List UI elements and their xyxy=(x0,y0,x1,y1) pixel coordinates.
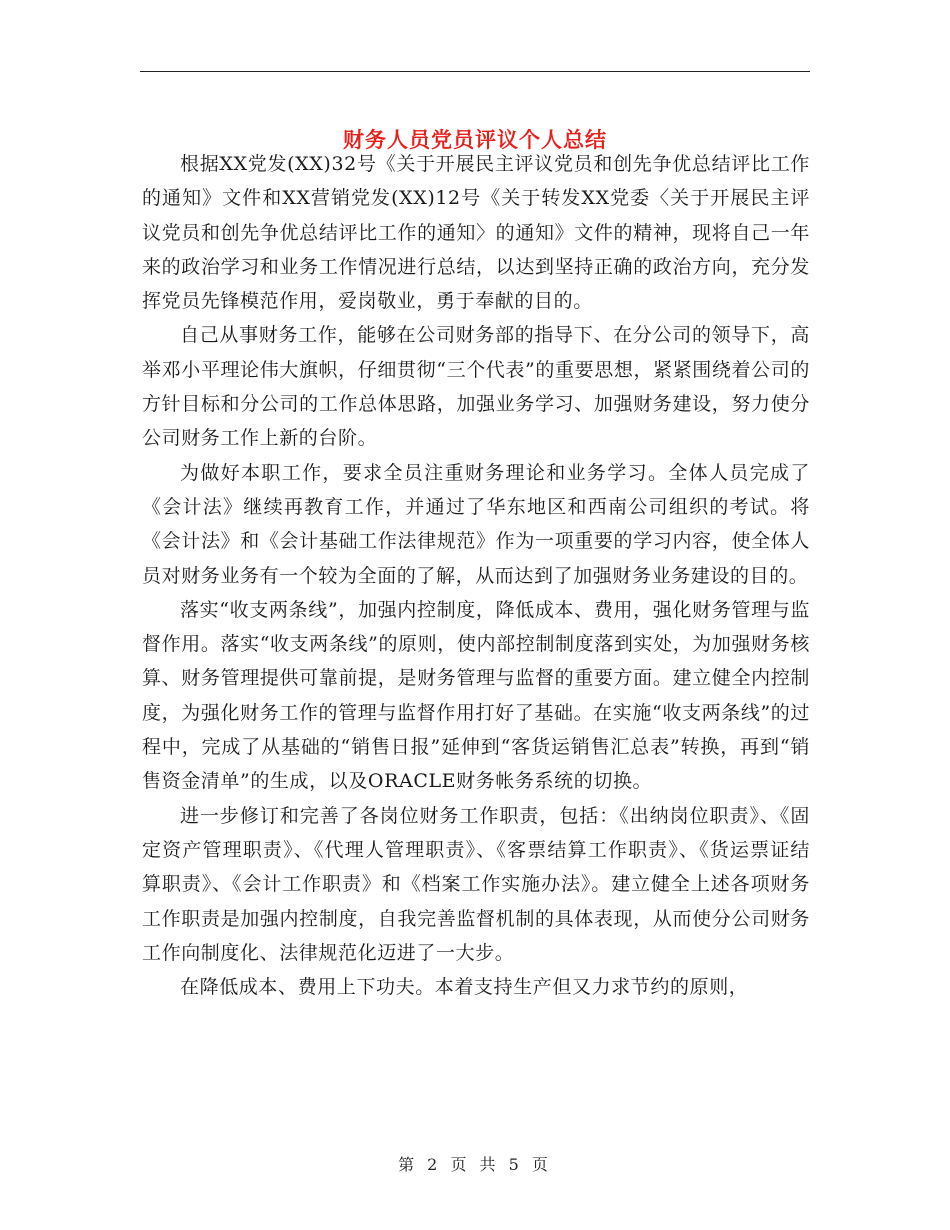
paragraph: 在降低成本、费用上下功夫。本着支持生产但又力求节约的原则， xyxy=(180,976,749,999)
paragraph: 落实“收支两条线”，加强内控制度，降低成本、费用，强化财务管理与监督作用。落实“收支两条线”的原则，使内部控制制度落到实处，为加强财务核算、财务管理提供可靠前提，是财务管理与监督的重要方面。建立健全内控制度，为强化财务工作的管理与监督作用打好了基础。在实施“收支两条线”的过程中，完成了从基础的“销售日报”延伸到“客货运销售汇总表”转换，再到“销售资金清单”的生成，以及ORACLE财务帐务系统的切换。 xyxy=(142,598,810,793)
document-body xyxy=(142,147,810,1004)
paragraph: 根据XX党发(XX)32号《关于开展民主评议党员和创先争优总结评比工作的通知》文件和XX营销党发(XX)12号《关于转发XX党委〈关于开展民主评议党员和创先争优总结评比工作的通知〉的通知》文件的精神，现将自己一年来的政治学习和业务工作情况进行总结，以达到坚持正确的政治方向，充分发挥党员先锋模范作用，爱岗敬业，勇于奉献的目的。 xyxy=(142,153,810,313)
page-number: 第 2 页 共 5 页 xyxy=(398,1155,552,1174)
header-rule xyxy=(140,71,810,72)
paragraph: 为做好本职工作，要求全员注重财务理论和业务学习。全体人员完成了《会计法》继续再教育工作，并通过了华东地区和西南公司组织的考试。将《会计法》和《会计基础工作法律规范》作为一项重要的学习内容，使全体人员对财务业务有一个较为全面的了解，从而达到了加强财务业务建设的目的。 xyxy=(142,461,810,587)
paragraph: 进一步修订和完善了各岗位财务工作职责，包括：《出纳岗位职责》、《固定资产管理职责》、《代理人管理职责》、《客票结算工作职责》、《货运票证结算职责》、《会计工作职责》和《档案工作实施办法》。建立健全上述各项财务工作职责是加强内控制度，自我完善监督机制的具体表现，从而使分公司财务工作向制度化、法律规范化迈进了一大步。 xyxy=(142,804,810,964)
paragraph: 自己从事财务工作，能够在公司财务部的指导下、在分公司的领导下，高举邓小平理论伟大旗帜，仔细贯彻“三个代表”的重要思想，紧紧围绕着公司的方针目标和分公司的工作总体思路，加强业务学习、加强财务建设，努力使分公司财务工作上新的台阶。 xyxy=(142,324,810,450)
document-title: 财务人员党员评议个人总结 xyxy=(343,127,607,153)
